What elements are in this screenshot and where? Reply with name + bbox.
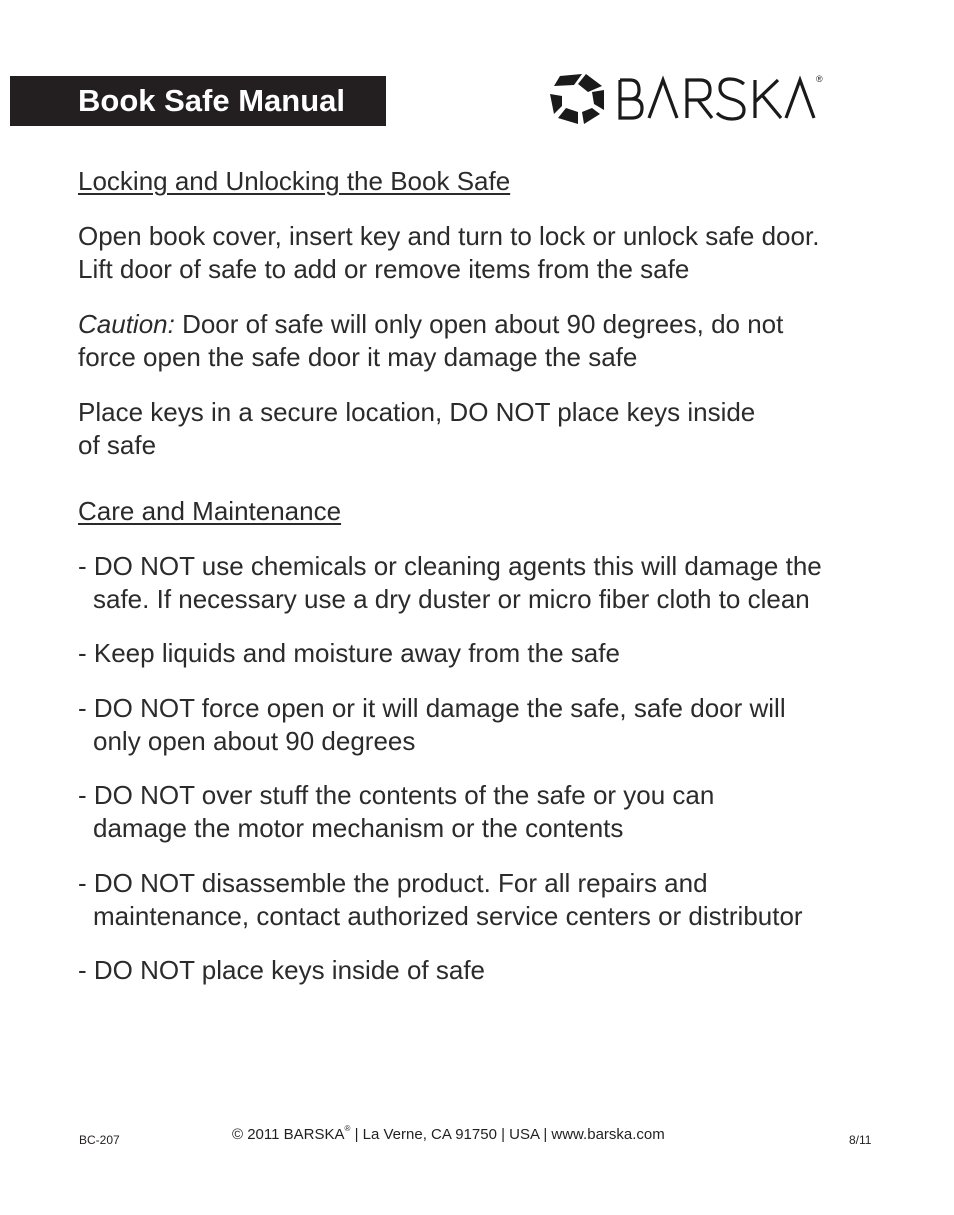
copyright-line: © 2011 BARSKA® | La Verne, CA 91750 | USA | www.barska.com — [232, 1124, 665, 1143]
instruction-line: Lift door of safe to add or remove items from the safe — [78, 254, 690, 284]
model-number: BC-207 — [79, 1133, 120, 1147]
keys-paragraph — [78, 396, 878, 462]
caution-text: force open the safe door it may damage the safe — [78, 342, 638, 372]
registered-mark: ® — [816, 74, 823, 84]
manual-content — [78, 165, 878, 987]
page-footer — [0, 1126, 954, 1156]
page-title: Book Safe Manual — [78, 83, 345, 118]
caution-text: Door of safe will only open about 90 degrees, do not — [174, 309, 784, 339]
aperture-icon — [550, 74, 604, 124]
caution-paragraph — [78, 308, 878, 374]
revision-date: 8/11 — [849, 1133, 872, 1147]
barska-logo — [548, 70, 878, 128]
list-item: - DO NOT use chemicals or cleaning agents this will damage the safe. If necessary use a dry duster or micro fiber cloth to clean — [78, 551, 822, 614]
section-heading-locking: Locking and Unlocking the Book Safe — [78, 166, 511, 196]
caution-label: Caution: — [78, 309, 175, 339]
list-item: - DO NOT over stuff the contents of the safe or you can damage the motor mechanism or the contents — [78, 780, 715, 843]
instruction-line: Open book cover, insert key and turn to lock or unlock safe door. — [78, 221, 820, 251]
keys-line: of safe — [78, 430, 157, 460]
list-item: - DO NOT force open or it will damage the safe, safe door will only open about 90 degrees — [78, 693, 786, 756]
list-item: - Keep liquids and moisture away from the safe — [78, 638, 620, 668]
list-item: - DO NOT disassemble the product. For all repairs and maintenance, contact authorized service centers or distributor — [78, 868, 803, 931]
keys-line: Place keys in a secure location, DO NOT place keys inside — [78, 397, 756, 427]
title-bar — [10, 76, 386, 126]
section-heading-care: Care and Maintenance — [78, 496, 342, 526]
instructions-paragraph — [78, 220, 878, 286]
list-item: - DO NOT place keys inside of safe — [78, 955, 486, 985]
